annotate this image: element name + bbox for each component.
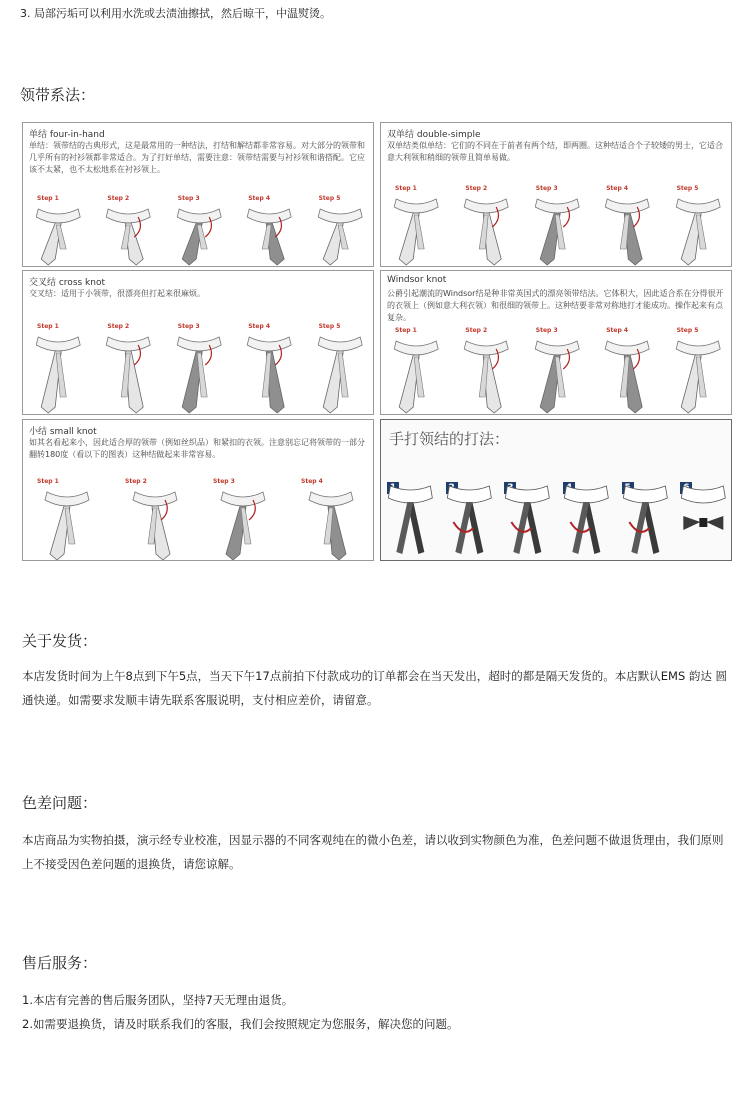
step-label: Step 2 [465, 185, 488, 192]
tie-section-heading: 领带系法： [20, 86, 96, 104]
tie-step-illustration [93, 203, 163, 267]
bow-step-illustration [381, 482, 440, 558]
tie-step-illustration [305, 203, 374, 267]
panel-title: 小结 small knot [29, 427, 97, 437]
bow-step-illustration [616, 482, 675, 558]
tie-step-illustration [663, 193, 732, 267]
panel-description: 双单结类似单结：它们的不同在于前者有两个结，即两圈。这种结适合个子较矮的男士，它适合意大利领和稍细的领带且简单易做。 [387, 141, 723, 162]
tie-step-illustration [663, 335, 732, 415]
step-label: Step 3 [535, 327, 558, 334]
tie-steps [381, 327, 732, 415]
tie-step-illustration [234, 331, 304, 415]
color-diff-heading: 色差问题： [22, 794, 98, 812]
bow-tie-title: 手打领结的打法： [389, 430, 510, 448]
tie-step-illustration [522, 193, 592, 267]
after-sales-heading: 售后服务： [22, 954, 98, 972]
tie-steps [23, 195, 374, 267]
tie-step-illustration [164, 203, 234, 267]
care-note: 3. 局部污垢可以利用水洗或去渍油擦拭，然后晾干，中温熨烫。 [20, 7, 331, 20]
step-label: Step 1 [395, 327, 417, 334]
panel-windsor-knot [380, 270, 732, 415]
tie-step-illustration [23, 203, 93, 267]
tie-step-illustration [592, 193, 662, 267]
tie-step-illustration [23, 486, 111, 561]
step-label: Step 1 [395, 185, 417, 192]
panel-four-in-hand [22, 122, 374, 267]
tie-step-illustration [451, 193, 521, 267]
tie-step-illustration [592, 335, 662, 415]
tie-step-illustration [111, 486, 199, 561]
step-label: Step 4 [301, 478, 323, 485]
tie-step-illustration [93, 331, 163, 415]
step-label: Step 3 [177, 195, 200, 202]
after-sales-item-2: 2.如需要退换货，请及时联系我们的客服，我们会按照规定为您服务，解决您的问题。 [22, 1017, 459, 1031]
after-sales-item-1: 1.本店有完善的售后服务团队，坚持7天无理由退货。 [22, 993, 294, 1007]
panel-title: Windsor knot [387, 275, 447, 285]
step-label: Step 2 [465, 327, 488, 334]
tie-step-illustration [199, 486, 287, 561]
tie-step-illustration [287, 486, 374, 561]
tie-step-illustration [23, 331, 93, 415]
step-label: Step 3 [213, 478, 235, 485]
bow-step-illustration [674, 482, 733, 558]
bow-step-illustration [498, 482, 557, 558]
step-label: Step 2 [107, 323, 130, 330]
step-label: Step 5 [676, 327, 699, 334]
tie-step-illustration [234, 203, 304, 267]
panel-double-simple [380, 122, 732, 267]
step-label: Step 3 [177, 323, 200, 330]
shipping-heading: 关于发货： [22, 632, 98, 650]
step-label: Step 1 [37, 323, 59, 330]
bow-tie-steps [381, 478, 733, 562]
tie-step-illustration [164, 331, 234, 415]
tie-step-illustration [381, 335, 451, 415]
step-label: Step 5 [318, 195, 341, 202]
panel-description: 单结：领带结的古典形式，这是最常用的一种结法，打结和解结都非常容易。对大部分的领带和几乎所有的衬衫领都非常适合。为了打好单结，需要注意：领带结需要与衬衫领和谐搭配。它应该不太紧，也不太松地系在衬衫领上。 [29, 141, 365, 174]
step-label: Step 2 [107, 195, 130, 202]
panel-title: 交叉结 cross knot [29, 278, 106, 288]
tie-step-illustration [305, 331, 374, 415]
step-label: Step 4 [606, 327, 629, 334]
tie-step-illustration [451, 335, 521, 415]
step-label: Step 1 [37, 195, 59, 202]
panel-small-knot [22, 419, 374, 561]
tie-step-illustration [381, 193, 451, 267]
tie-steps [23, 478, 374, 561]
step-label: Step 4 [248, 323, 271, 330]
tie-step-illustration [522, 335, 592, 415]
step-label: Step 5 [318, 323, 341, 330]
step-label: Step 2 [125, 478, 147, 485]
bow-step-illustration [557, 482, 616, 558]
color-diff-text: 本店商品为实物拍摄，演示经专业校准，因显示器的不同客观纯在的微小色差，请以收到实物颜色为准，色差问题不做退货理由，我们原则上不接受因色差问题的退换货，请您谅解。 [22, 833, 724, 871]
step-label: Step 5 [676, 185, 699, 192]
panel-title: 单结 four-in-hand [29, 130, 105, 140]
step-label: Step 4 [606, 185, 629, 192]
panel-description: 如其名看起来小，因此适合厚的领带（例如丝织品）和紧扣的衣领。注意别忘记将领带的一部分翻转180度（看以下的图表）这种结做起来非常容易。 [29, 438, 365, 459]
tie-steps [23, 323, 374, 415]
shipping-text: 本店发货时间为上午8点到下午5点，当天下午17点前拍下付款成功的订单都会在当天发出，超时的都是隔天发货的。本店默认EMS 韵达 圆通快递。如需要求发顺丰请先联系客服说明，支付相应差价，请留意。 [22, 669, 728, 707]
panel-description: 公爵引起潮流的Windsor结是种非常英国式的漂亮领带结法。它体积大，因此适合系在分得很开的衣领上（例如意大利衣领）和很细的领带上。这种结要非常对称地打才能成功。操作起来有点复杂。 [387, 289, 724, 322]
step-label: Step 4 [248, 195, 271, 202]
step-label: Step 3 [535, 185, 558, 192]
panel-bow-tie [380, 419, 732, 561]
panel-title: 双单结 double-simple [387, 130, 481, 140]
bow-step-illustration [440, 482, 499, 558]
panel-cross-knot [22, 270, 374, 415]
step-label: Step 1 [37, 478, 59, 485]
tie-steps [381, 185, 732, 267]
panel-description: 交叉结：适用于小领带，很漂亮但打起来很麻烦。 [29, 289, 205, 298]
